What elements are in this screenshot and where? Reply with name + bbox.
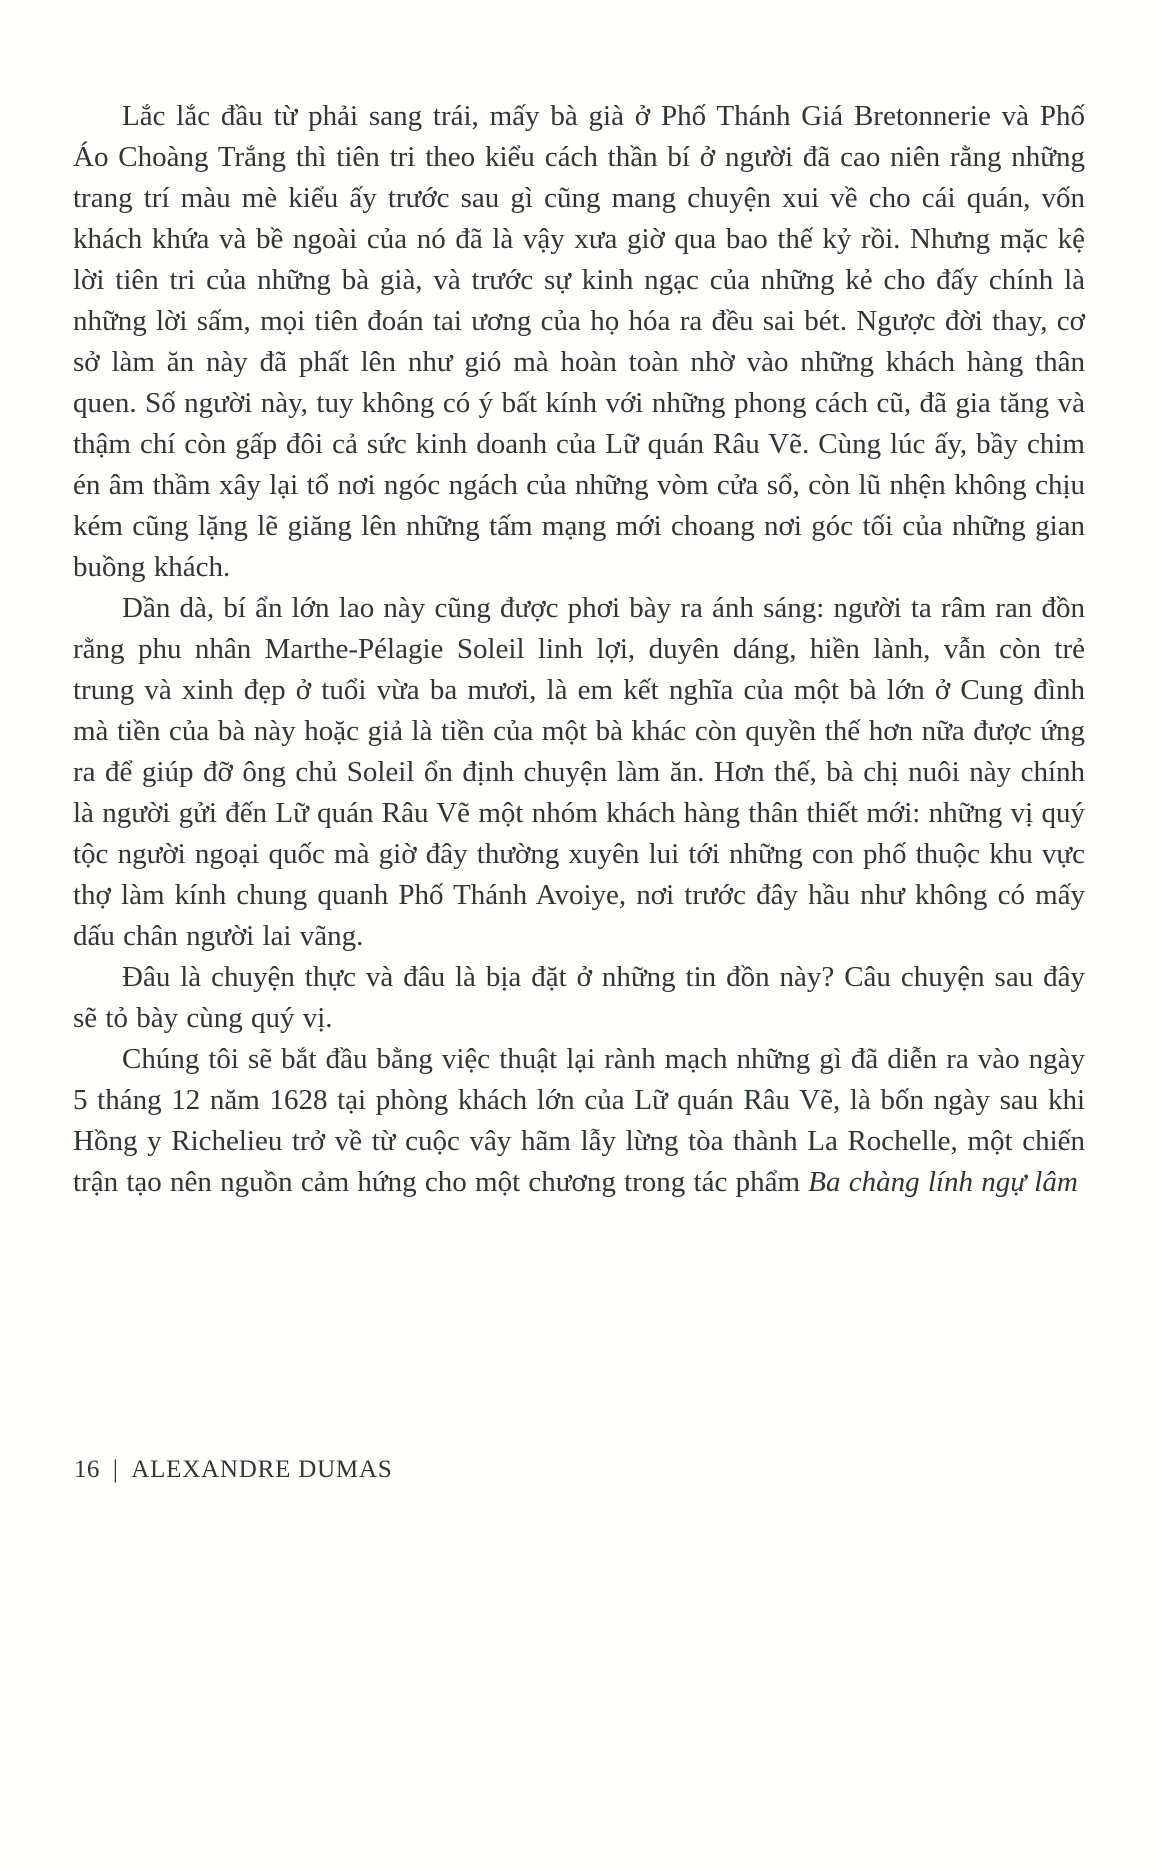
page-footer (74, 1456, 393, 1484)
paragraph (73, 1039, 1085, 1203)
page-number: 16 (74, 1456, 100, 1483)
paragraph (73, 96, 1085, 588)
paragraph (73, 588, 1085, 957)
footer-separator: | (112, 1456, 119, 1483)
text-block (73, 96, 1085, 1203)
paragraph-text: Đâu là chuyện thực và đâu là bịa đặt ở những tin đồn này? Câu chuyện sau đây sẽ tỏ bày cùng quý vị. (73, 961, 1085, 1034)
book-title-italic: Ba chàng lính ngự lâm (808, 1166, 1078, 1198)
paragraph (73, 957, 1085, 1039)
author-name: ALEXANDRE DUMAS (131, 1456, 393, 1483)
paragraph-text: Dần dà, bí ẩn lớn lao này cũng được phơi bày ra ánh sáng: người ta râm ran đồn rằng phu nhân Marthe-Pélagie Soleil linh lợi, duyên dáng, hiền lành, vẫn còn trẻ trung và xinh đẹp ở tuổi vừa ba mươi, là em kết nghĩa của một bà lớn ở Cung đình mà tiền của bà này hoặc giả là tiền của một bà khác còn quyền thế hơn nữa được ứng ra để giúp đỡ ông chủ Soleil ổn định chuyện làm ăn. Hơn thế, bà chị nuôi này chính là người gửi đến Lữ quán Râu Vẽ một nhóm khách hàng thân thiết mới: những vị quý tộc người ngoại quốc mà giờ đây thường xuyên lui tới những con phố thuộc khu vực thợ làm kính chung quanh Phố Thánh Avoiye, nơi trước đây hầu như không có mấy dấu chân người lai vãng. (73, 592, 1085, 952)
paragraph-text: Lắc lắc đầu từ phải sang trái, mấy bà già ở Phố Thánh Giá Bretonnerie và Phố Áo Choàng Trắng thì tiên tri theo kiểu cách thần bí ở người đã cao niên rằng những trang trí màu mè kiểu ấy trước sau gì cũng mang chuyện xui về cho cái quán, vốn khách khứa và bề ngoài của nó đã là vậy xưa giờ qua bao thế kỷ rồi. Nhưng mặc kệ lời tiên tri của những bà già, và trước sự kinh ngạc của những kẻ cho đấy chính là những lời sấm, mọi tiên đoán tai ương của họ hóa ra đều sai bét. Ngược đời thay, cơ sở làm ăn này đã phất lên như gió mà hoàn toàn nhờ vào những khách hàng thân quen. Số người này, tuy không có ý bất kính với những phong cách cũ, đã gia tăng và thậm chí còn gấp đôi cả sức kinh doanh của Lữ quán Râu Vẽ. Cùng lúc ấy, bầy chim én âm thầm xây lại tổ nơi ngóc ngách của những vòm cửa sổ, còn lũ nhện không chịu kém cũng lặng lẽ giăng lên những tấm mạng mới choang nơi góc tối của những gian buồng khách. (73, 100, 1085, 583)
paragraph-text: Chúng tôi sẽ bắt đầu bằng việc thuật lại rành mạch những gì đã diễn ra vào ngày 5 tháng 12 năm 1628 tại phòng khách lớn của Lữ quán Râu Vẽ, là bốn ngày sau khi Hồng y Richelieu trở về từ cuộc vây hãm lẫy lừng tòa thành La Rochelle, một chiến trận tạo nên nguồn cảm hứng cho một chương trong tác phẩm (73, 1043, 1085, 1198)
